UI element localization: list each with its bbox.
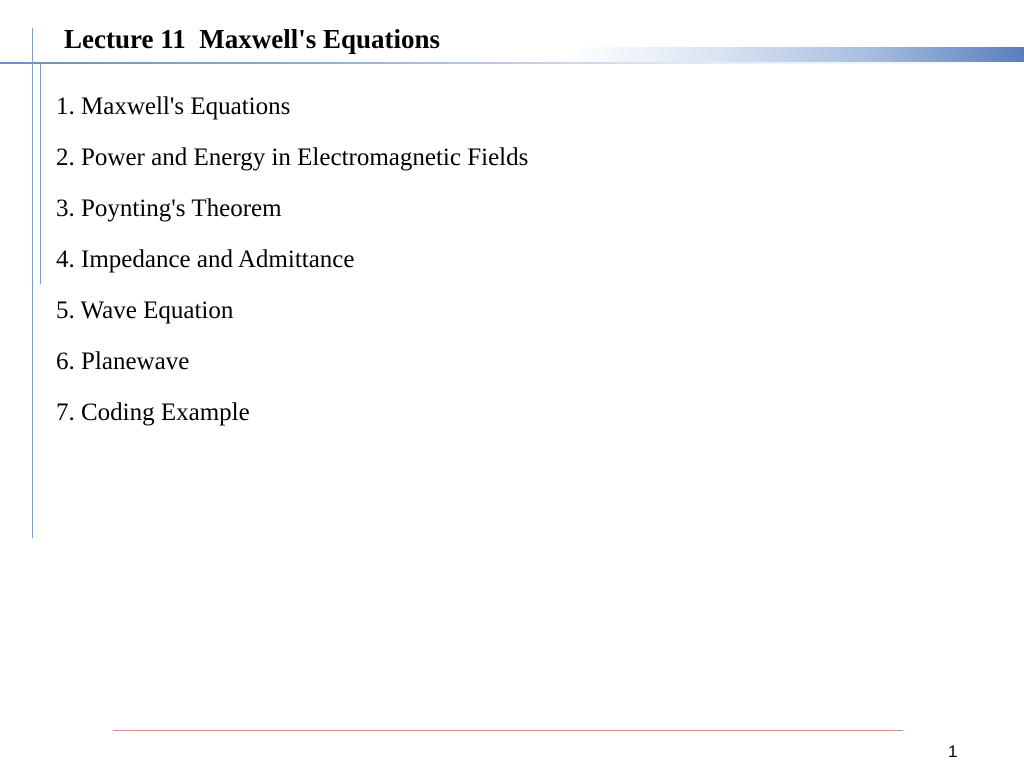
agenda-item: 1. Maxwell's Equations (56, 93, 291, 120)
left-inner-vertical-rule (40, 64, 41, 284)
page-number: 1 (948, 742, 958, 761)
agenda-item: 2. Power and Energy in Electromagnetic Fields (56, 144, 529, 171)
footer-rule (113, 730, 903, 731)
title-gradient-band (570, 47, 1024, 63)
agenda-item: 5. Wave Equation (56, 297, 234, 324)
title-underline (0, 62, 1024, 64)
agenda-item: 4. Impedance and Admittance (56, 246, 355, 273)
agenda-item: 3. Poynting's Theorem (56, 195, 282, 222)
agenda-item: 6. Planewave (56, 348, 190, 375)
agenda-list (56, 92, 528, 449)
agenda-item: 7. Coding Example (56, 399, 250, 426)
left-vertical-rule (32, 28, 33, 538)
slide-title: Lecture 11 Maxwell's Equations (64, 24, 441, 54)
